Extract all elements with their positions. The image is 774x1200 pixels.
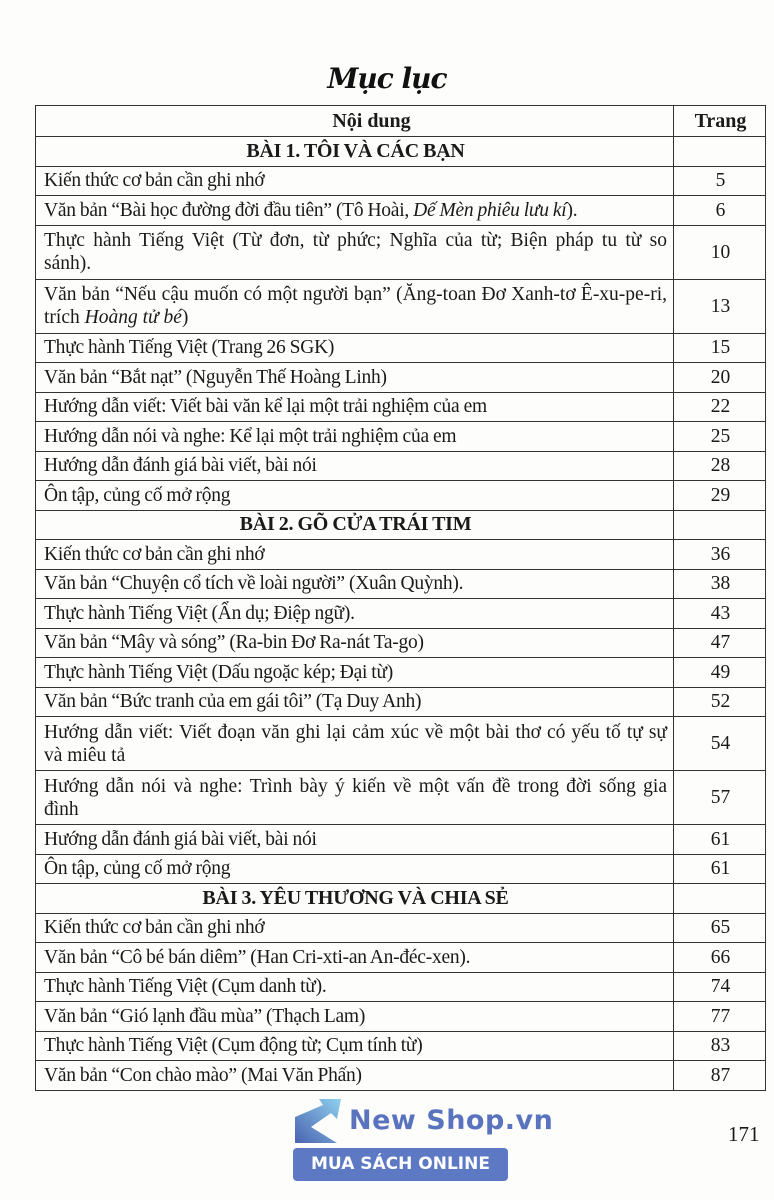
entry-text: Thực hành Tiếng Việt (Dấu ngoặc kép; Đại từ) [44, 661, 394, 683]
section-heading-row [36, 137, 766, 167]
toc-row [36, 771, 766, 825]
entry-title [36, 196, 674, 226]
entry-page: 5 [674, 166, 766, 196]
toc-row [36, 451, 766, 481]
entry-text: Ôn tập, củng cố mở rộng [44, 858, 231, 880]
toc-row [36, 687, 766, 717]
page-footer [35, 1097, 766, 1197]
entry-title [36, 599, 674, 629]
toc-row [36, 717, 766, 771]
entry-text: Hướng dẫn viết: Viết đoạn văn ghi lại cảm xúc về một bài thơ có yếu tố tự sự và miêu tả [44, 721, 667, 766]
entry-title [36, 771, 674, 825]
toc-row [36, 825, 766, 855]
entry-title [36, 333, 674, 363]
entry-text: Văn bản “Bắt nạt” (Nguyễn Thế Hoàng Linh) [44, 366, 387, 388]
toc-row [36, 658, 766, 688]
entry-page: 65 [674, 913, 766, 943]
entry-italic-title: Hoàng tử bé [84, 307, 182, 328]
section-heading-row [36, 884, 766, 914]
entry-title [36, 392, 674, 422]
entry-page: 29 [674, 481, 766, 511]
entry-page [674, 510, 766, 540]
table-header [36, 106, 766, 137]
entry-text: Kiến thức cơ bản cần ghi nhớ [44, 543, 265, 565]
entry-title [36, 658, 674, 688]
section-heading-row [36, 510, 766, 540]
toc-row [36, 628, 766, 658]
entry-text-end: ). [566, 199, 578, 221]
toc-row [36, 333, 766, 363]
toc-row [36, 1031, 766, 1061]
content-column-header: Nội dung [36, 106, 674, 137]
entry-page [674, 137, 766, 167]
newshop-logo [293, 1097, 554, 1181]
entry-italic-title: Dế Mèn phiêu lưu kí [413, 199, 567, 221]
entry-page: 77 [674, 1002, 766, 1032]
entry-title [36, 363, 674, 393]
entry-page: 36 [674, 540, 766, 570]
entry-title [36, 279, 674, 333]
entry-text: Văn bản “Bức tranh của em gái tôi” (Tạ Duy Anh) [44, 691, 422, 713]
entry-text: Hướng dẫn nói và nghe: Kể lại một trải nghiệm của em [44, 425, 457, 447]
tagline-badge: MUA SÁCH ONLINE [293, 1148, 508, 1181]
section-title [36, 137, 674, 167]
entry-page: 6 [674, 196, 766, 226]
entry-text: Hướng dẫn đánh giá bài viết, bài nói [44, 828, 317, 850]
entry-text: Văn bản “Gió lạnh đầu mùa” (Thạch Lam) [44, 1005, 366, 1027]
toc-row [36, 1061, 766, 1091]
entry-page: 38 [674, 569, 766, 599]
entry-page: 83 [674, 1031, 766, 1061]
page-title: Mục lục [327, 62, 447, 95]
entry-text: BÀI 3. YÊU THƯƠNG VÀ CHIA SẺ [202, 886, 509, 909]
entry-text: Hướng dẫn nói và nghe: Trình bày ý kiến về một vấn đề trong đời sống gia đình [44, 775, 667, 820]
entry-title [36, 943, 674, 973]
page-body [35, 105, 766, 1197]
entry-text: Văn bản “Mây và sóng” (Ra-bin Đơ Ra-nát Ta-go) [44, 632, 424, 654]
entry-title [36, 1002, 674, 1032]
entry-text: Thực hành Tiếng Việt (Trang 26 SGK) [44, 337, 335, 359]
entry-text: Hướng dẫn viết: Viết bài văn kể lại một trải nghiệm của em [44, 396, 487, 418]
entry-page: 20 [674, 363, 766, 393]
entry-page: 22 [674, 392, 766, 422]
entry-page: 66 [674, 943, 766, 973]
entry-page: 52 [674, 687, 766, 717]
toc-row [36, 422, 766, 452]
entry-page: 28 [674, 451, 766, 481]
entry-title [36, 717, 674, 771]
entry-title [36, 687, 674, 717]
entry-text-end: ) [181, 307, 189, 328]
entry-title [36, 913, 674, 943]
entry-title [36, 825, 674, 855]
entry-text: BÀI 1. TÔI VÀ CÁC BẠN [246, 139, 465, 162]
entry-text: Ôn tập, củng cố mở rộng [44, 484, 231, 506]
toc-row [36, 279, 766, 333]
entry-page: 47 [674, 628, 766, 658]
entry-text: Kiến thức cơ bản cần ghi nhớ [44, 917, 265, 939]
page-number: 171 [728, 1121, 760, 1146]
toc-row [36, 225, 766, 279]
entry-text: Thực hành Tiếng Việt (Từ đơn, từ phức; Nghĩa của từ; Biện pháp tu từ so sánh). [44, 230, 667, 274]
entry-text: Văn bản “Cô bé bán diêm” (Han Cri-xti-an An-đéc-xen). [44, 946, 471, 968]
entry-text: Văn bản “Chuyện cổ tích về loài người” (Xuân Quỳnh). [44, 573, 464, 595]
entry-title [36, 1031, 674, 1061]
entry-title [36, 451, 674, 481]
toc-row [36, 913, 766, 943]
entry-title [36, 854, 674, 884]
entry-title [36, 540, 674, 570]
entry-page: 43 [674, 599, 766, 629]
toc-row [36, 1002, 766, 1032]
entry-page: 49 [674, 658, 766, 688]
entry-text: Văn bản “Con chào mào” (Mai Văn Phấn) [44, 1064, 362, 1086]
entry-page: 25 [674, 422, 766, 452]
section-title [36, 510, 674, 540]
entry-page: 74 [674, 972, 766, 1002]
entry-text: Kiến thức cơ bản cần ghi nhớ [44, 170, 265, 192]
entry-page: 10 [674, 225, 766, 279]
entry-page: 13 [674, 279, 766, 333]
toc-row [36, 363, 766, 393]
entry-title [36, 569, 674, 599]
entry-title [36, 972, 674, 1002]
toc-row [36, 943, 766, 973]
entry-text: Thực hành Tiếng Việt (Cụm danh từ). [44, 976, 327, 998]
entry-title [36, 422, 674, 452]
toc-row [36, 599, 766, 629]
entry-page: 54 [674, 717, 766, 771]
entry-page: 15 [674, 333, 766, 363]
entry-title [36, 1061, 674, 1091]
entry-page [674, 884, 766, 914]
entry-title [36, 166, 674, 196]
entry-page: 57 [674, 771, 766, 825]
entry-title [36, 628, 674, 658]
entry-text: BÀI 2. GÕ CỬA TRÁI TIM [239, 513, 472, 536]
entry-text: Thực hành Tiếng Việt (Ẩn dụ; Điệp ngữ). [44, 602, 355, 624]
toc-row [36, 569, 766, 599]
arrow-logo-icon [293, 1097, 343, 1145]
entry-title [36, 225, 674, 279]
brand-name: New Shop.vn [349, 1105, 554, 1136]
toc-row [36, 166, 766, 196]
entry-text: Văn bản “Bài học đường đời đầu tiên” (Tô Hoài, [44, 199, 414, 221]
toc-row [36, 481, 766, 511]
entry-page: 61 [674, 825, 766, 855]
entry-page: 61 [674, 854, 766, 884]
entry-text: Văn bản “Nếu cậu muốn có một người bạn” (Ăng-toan Đơ Xanh-tơ Ê-xu-pe-ri, trích [44, 284, 667, 328]
toc-row [36, 196, 766, 226]
page-column-header: Trang [674, 106, 766, 137]
section-title [36, 884, 674, 914]
entry-text: Hướng dẫn đánh giá bài viết, bài nói [44, 455, 317, 477]
table-of-contents [35, 105, 766, 1091]
toc-row [36, 540, 766, 570]
toc-row [36, 972, 766, 1002]
toc-row [36, 392, 766, 422]
toc-row [36, 854, 766, 884]
entry-page: 87 [674, 1061, 766, 1091]
entry-text: Thực hành Tiếng Việt (Cụm động từ; Cụm tính từ) [44, 1035, 423, 1057]
entry-title [36, 481, 674, 511]
